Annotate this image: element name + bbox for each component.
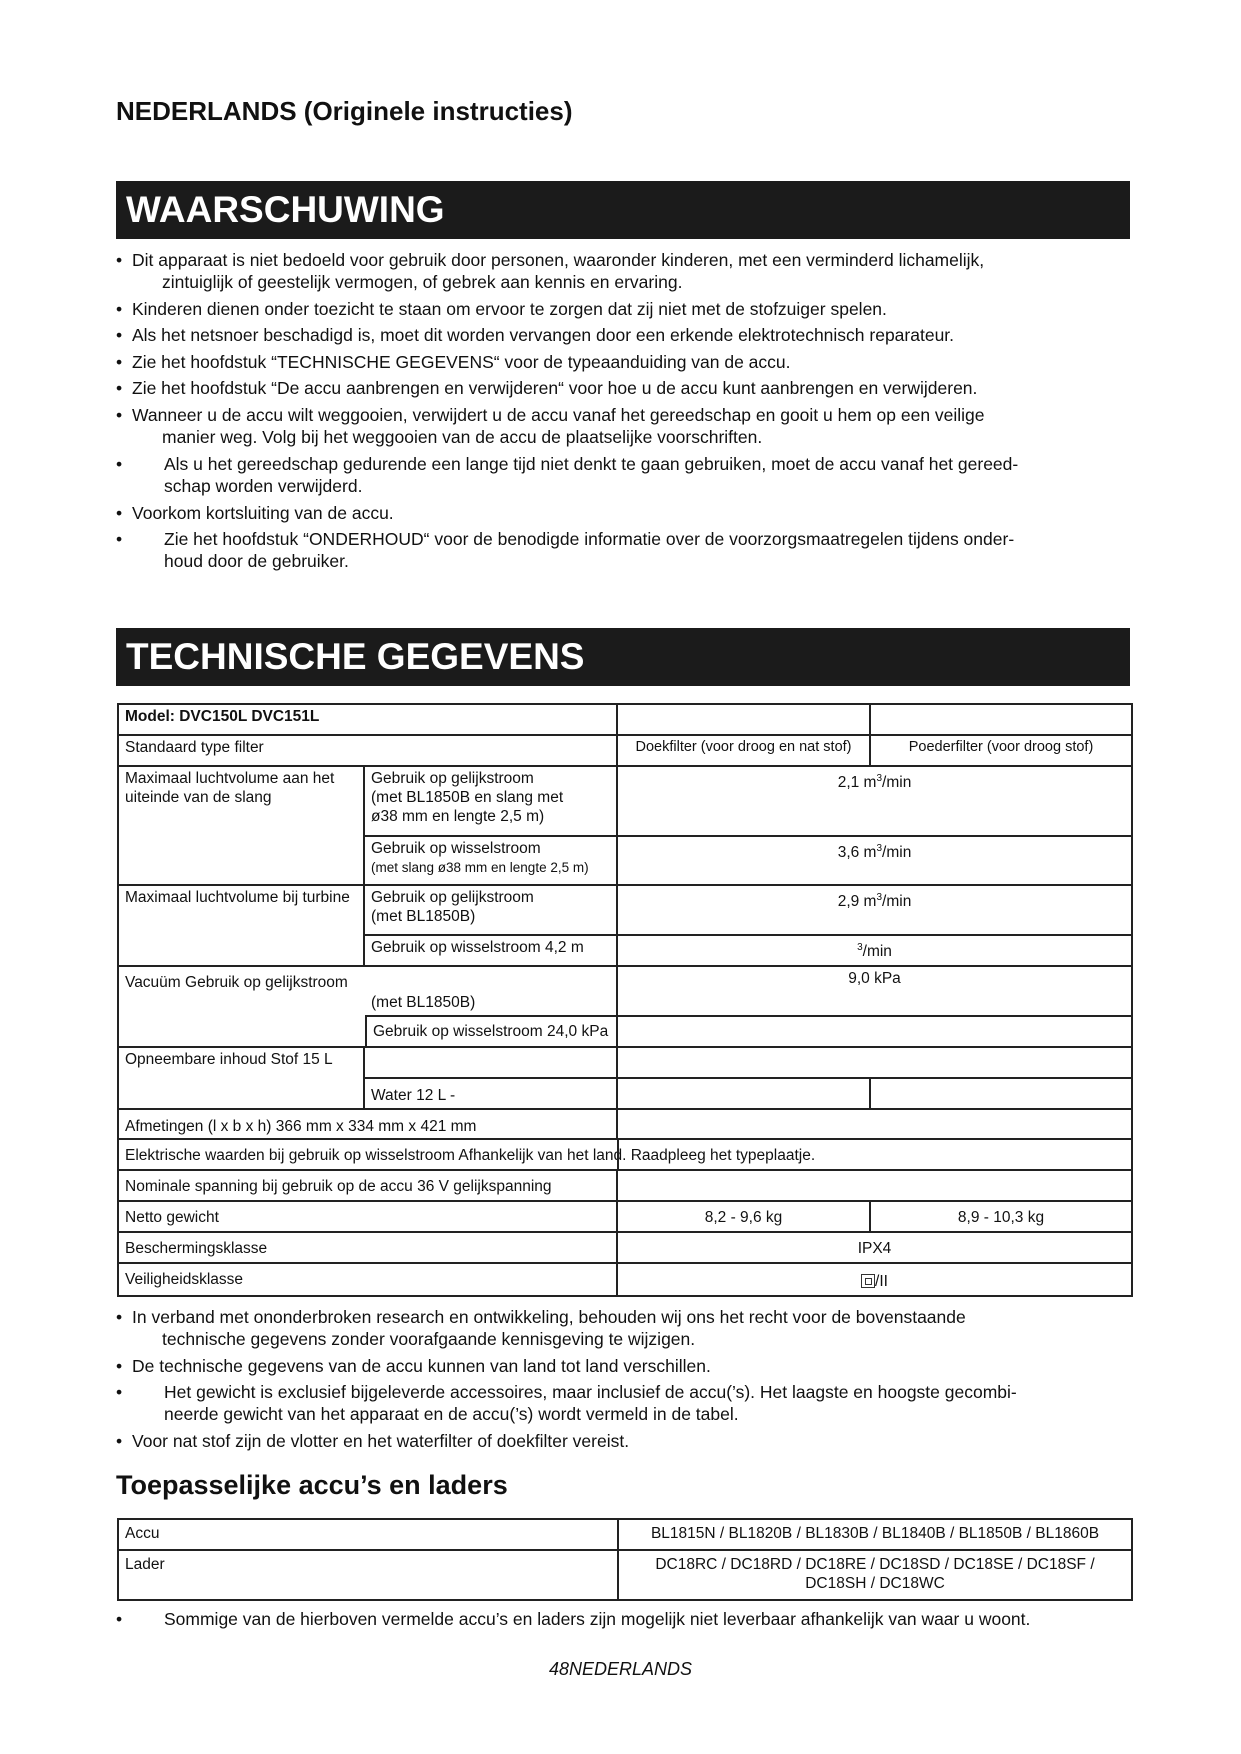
weight-value-1: 8,2 - 9,6 kg — [617, 1201, 870, 1232]
charger-value: DC18RC / DC18RD / DC18RE / DC18SD / DC18SE / DC18SF / DC18SH / DC18WC — [618, 1550, 1132, 1600]
table-row — [118, 1047, 1132, 1078]
turbine-airflow-label: Maximaal luchtvolume bij turbine — [118, 885, 364, 966]
table-row — [118, 966, 1132, 1016]
table-row — [118, 1139, 1132, 1170]
warning-item: • Als het netsnoer beschadigd is, moet dit worden vervangen door een erkende elektrotechnisch reparateur. — [116, 324, 1130, 346]
vacuum-dc-value: 9,0 kPa — [617, 966, 1132, 1016]
vacuum-ac-condition: Gebruik op wisselstroom 24,0 kPa — [365, 1015, 616, 1046]
table-row — [118, 1201, 1132, 1232]
filter-label: Standaard type filter — [118, 735, 617, 766]
vacuum-label: Vacuüm Gebruik op gelijkstroom — [125, 974, 348, 991]
safety-class-label: Veiligheidsklasse — [118, 1263, 617, 1296]
hose-dc-condition: Gebruik op gelijkstroom (met BL1850B en slang met ø38 mm en lengte 2,5 m) — [364, 766, 617, 836]
note-item: • In verband met ononderbroken research en ontwikkeling, behouden wij ons het recht voor de bovenstaande technische gegevens zonder voorafgaande kennisgeving te wijzigen. — [116, 1306, 1130, 1350]
note-item: • De technische gegevens van de accu kunnen van land tot land verschillen. — [116, 1355, 1130, 1377]
warning-item: • Wanneer u de accu wilt weggooien, verwijdert u de accu vanaf het gereedschap en gooit u hem op een veilige manier weg. Volg bij het weggooien van de accu de plaatselijke voorschriften. — [116, 404, 1130, 448]
capacity-label: Opneembare inhoud Stof 15 L — [118, 1047, 364, 1109]
hose-ac-condition: Gebruik op wisselstroom (met slang ø38 mm en lengte 2,5 m) — [364, 836, 617, 885]
table-row — [118, 1519, 1132, 1550]
table-row — [118, 1232, 1132, 1263]
weight-label: Netto gewicht — [118, 1201, 617, 1232]
specs-table — [117, 703, 1133, 1297]
charger-label: Lader — [118, 1550, 618, 1600]
page-footer: 48NEDERLANDS — [548, 1659, 693, 1679]
page-language-title: NEDERLANDS (Originele instructies) — [116, 96, 573, 126]
capacity-water: Water 12 L - — [364, 1078, 617, 1109]
batteries-note-list — [116, 1608, 1130, 1630]
protection-label: Beschermingsklasse — [118, 1232, 617, 1263]
specs-banner: TECHNISCHE GEGEVENS — [116, 628, 1130, 686]
vacuum-block — [118, 966, 617, 1047]
batteries-heading: Toepasselijke accu’s en laders — [116, 1470, 508, 1500]
electrical-cell: Elektrische waarden bij gebruik op wisselstroom Afhankelijk van het land. Raadpleeg het typeplaatje. — [118, 1139, 1132, 1170]
filter-cloth: Doekfilter (voor droog en nat stof) — [617, 735, 870, 766]
warning-item: • Zie het hoofdstuk “TECHNISCHE GEGEVENS“ voor de typeaanduiding van de accu. — [116, 351, 1130, 373]
warning-list — [116, 249, 1130, 572]
warning-banner: WAARSCHUWING — [116, 181, 1130, 239]
voltage-cell: Nominale spanning bij gebruik op de accu 36 V gelijkspanning — [118, 1170, 617, 1201]
dimensions-cell: Afmetingen (l x b x h) 366 mm x 334 mm x 421 mm — [118, 1109, 617, 1139]
model-cell: Model: DVC150L DVC151L — [118, 704, 617, 735]
warning-item: • Kinderen dienen onder toezicht te staan om ervoor te zorgen dat zij niet met de stofzuiger spelen. — [116, 298, 1130, 320]
hose-ac-value: 3,6 $m^3/\min$ — [617, 836, 1132, 885]
double-insulation-icon — [861, 1274, 875, 1288]
table-row — [118, 1109, 1132, 1139]
warning-item: • Als u het gereedschap gedurende een lange tijd niet denkt te gaan gebruiken, moet de accu vanaf het gereed- schap worden verwijderd. — [116, 453, 1130, 497]
table-row — [118, 704, 1132, 735]
warning-item: • Dit apparaat is niet bedoeld voor gebruik door personen, waaronder kinderen, met een verminderd lichamelijk, zintuiglijk of geestelijk vermogen, of gebrek aan kennis en ervaring. — [116, 249, 1130, 293]
warning-item: • Voorkom kortsluiting van de accu. — [116, 502, 1130, 524]
turbine-dc-condition: Gebruik op gelijkstroom (met BL1850B) — [364, 885, 617, 935]
weight-value-2: 8,9 - 10,3 kg — [870, 1201, 1132, 1232]
note-item: • Het gewicht is exclusief bijgeleverde accessoires, maar inclusief de accu(’s). Het laagste en hoogste gecombi- neerde gewicht van het apparaat en de accu(’s) wordt vermeld in de tabel. — [116, 1381, 1130, 1425]
protection-value: IPX4 — [617, 1232, 1132, 1263]
accu-value: BL1815N / BL1820B / BL1830B / BL1840B / BL1850B / BL1860B — [618, 1519, 1132, 1550]
table-row — [118, 1263, 1132, 1296]
table-row — [118, 735, 1132, 766]
turbine-ac-condition: Gebruik op wisselstroom 4,2 m — [364, 935, 617, 966]
table-row — [118, 1550, 1132, 1600]
turbine-ac-value: $^3$/min — [617, 935, 1132, 966]
note-item: • Sommige van de hierboven vermelde accu’s en laders zijn mogelijk niet leverbaar afhankelijk van waar u woont. — [116, 1608, 1130, 1630]
hose-dc-value: 2,1 $m^3/\min$ — [617, 766, 1132, 836]
notes-list — [116, 1306, 1130, 1452]
warning-item: • Zie het hoofdstuk “De accu aanbrengen en verwijderen“ voor hoe u de accu kunt aanbrengen en verwijderen. — [116, 377, 1130, 399]
table-row — [118, 1170, 1132, 1201]
safety-class-value: /II — [617, 1263, 1132, 1296]
note-item: • Voor nat stof zijn de vlotter en het waterfilter of doekfilter vereist. — [116, 1430, 1130, 1452]
table-row — [118, 766, 1132, 836]
accu-label: Accu — [118, 1519, 618, 1550]
table-row — [118, 885, 1132, 935]
batteries-table — [117, 1518, 1133, 1601]
turbine-dc-value: 2,9 $m^3/\min$ — [617, 885, 1132, 935]
vacuum-dc-note: (met BL1850B) — [371, 994, 476, 1011]
filter-powder: Poederfilter (voor droog stof) — [870, 735, 1132, 766]
warning-item: • Zie het hoofdstuk “ONDERHOUD“ voor de benodigde informatie over de voorzorgsmaatregelen tijdens onder- houd door de gebruiker. — [116, 528, 1130, 572]
hose-airflow-label: Maximaal luchtvolume aan het uiteinde van de slang — [118, 766, 364, 885]
